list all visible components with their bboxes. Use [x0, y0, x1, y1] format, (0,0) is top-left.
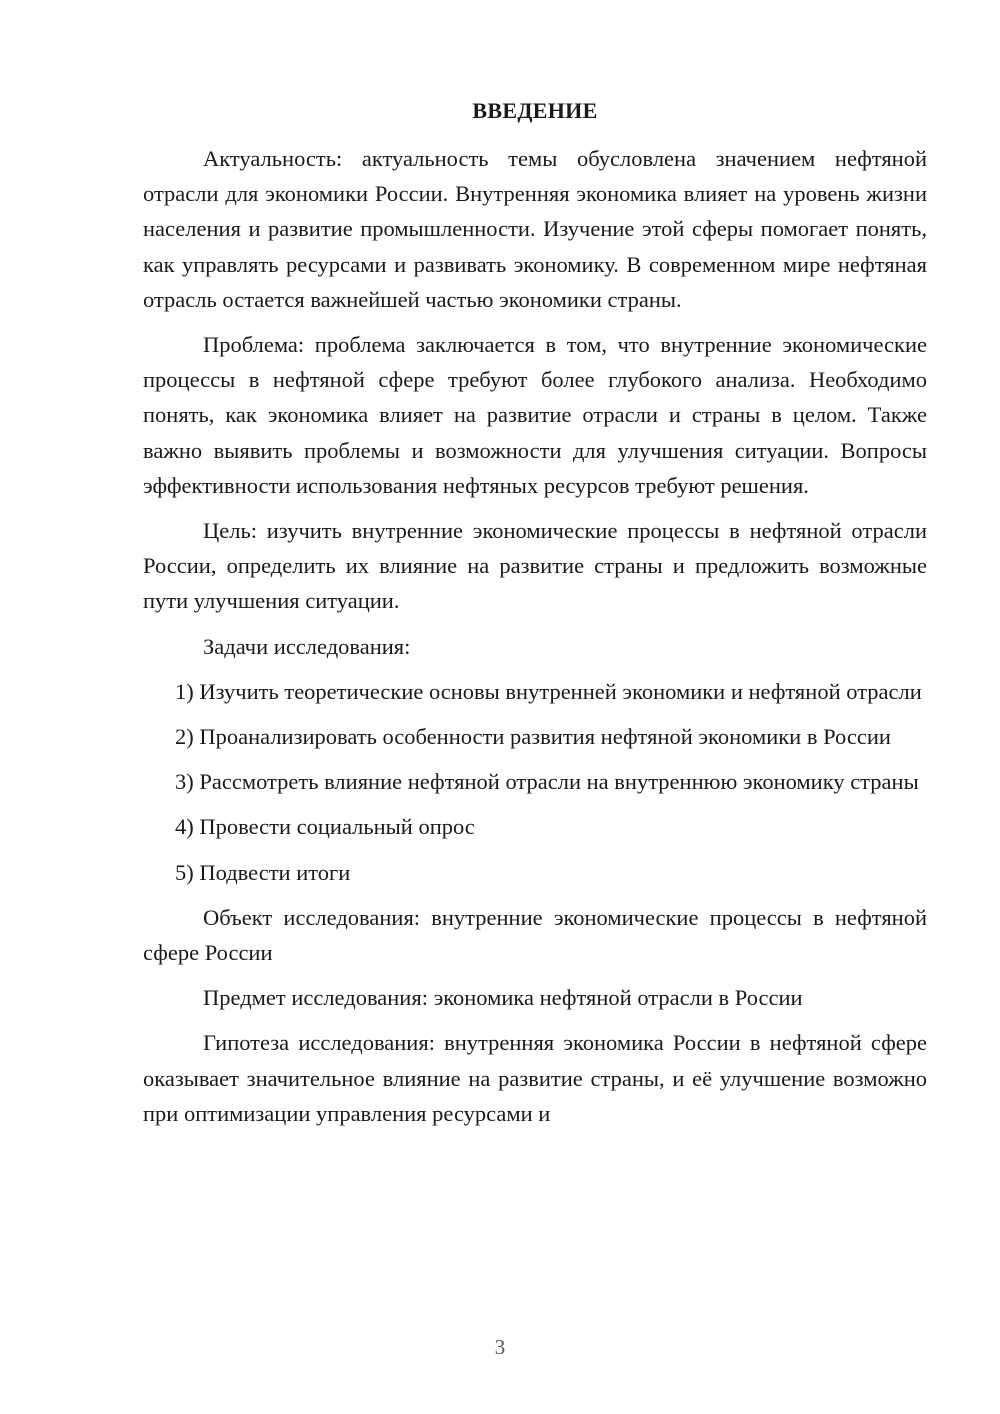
task-item-2: 2) Проанализировать особенности развития нефтяной экономики в России — [175, 724, 891, 750]
subject-paragraph: Предмет исследования: экономика нефтяной отрасли в России — [203, 985, 803, 1011]
hypothesis-paragraph: Гипотеза исследования: внутренняя экономика России в нефтяной сфере оказывает значительное влияние на развитие страны, и её улучшение возможно при оптимизации управления ресурсами и — [143, 1030, 927, 1126]
document-body — [143, 141, 927, 1131]
task-item-5: 5) Подвести итоги — [175, 859, 351, 885]
task-item-1: 1) Изучить теоретические основы внутренней экономики и нефтяной отрасли — [175, 678, 922, 704]
object-paragraph: Объект исследования: внутренние экономические процессы в нефтяной сфере России — [143, 904, 927, 966]
goal-paragraph: Цель: изучить внутренние экономические процессы в нефтяной отрасли России, определить их влияние на развитие страны и предложить возможные пути улучшения ситуации. — [143, 518, 927, 614]
task-item-3: 3) Рассмотреть влияние нефтяной отрасли на внутреннюю экономику страны — [175, 769, 919, 795]
problem-paragraph: Проблема: проблема заключается в том, что внутренние экономические процессы в нефтяной сфере требуют более глубокого анализа. Необходимо понять, как экономика влияет на развитие отрасли и страны в целом. Также важно выявить проблемы и возможности для улучшения ситуации. Вопросы эффективности использования нефтяных ресурсов требуют решения. — [143, 332, 927, 498]
task-item-4: 4) Провести социальный опрос — [175, 814, 475, 840]
page-number: 3 — [494, 1335, 506, 1359]
page-title: ВВЕДЕНИЕ — [472, 98, 598, 123]
tasks-title: Задачи исследования: — [203, 633, 411, 659]
relevance-paragraph: Актуальность: актуальность темы обусловлена значением нефтяной отрасли для экономики России. Внутренняя экономика влияет на уровень жизни населения и развитие промышленности. Изучение этой сферы помогает понять, как управлять ресурсами и развивать экономику. В современном мире нефтяная отрасль остается важнейшей частью экономики страны. — [143, 146, 927, 312]
